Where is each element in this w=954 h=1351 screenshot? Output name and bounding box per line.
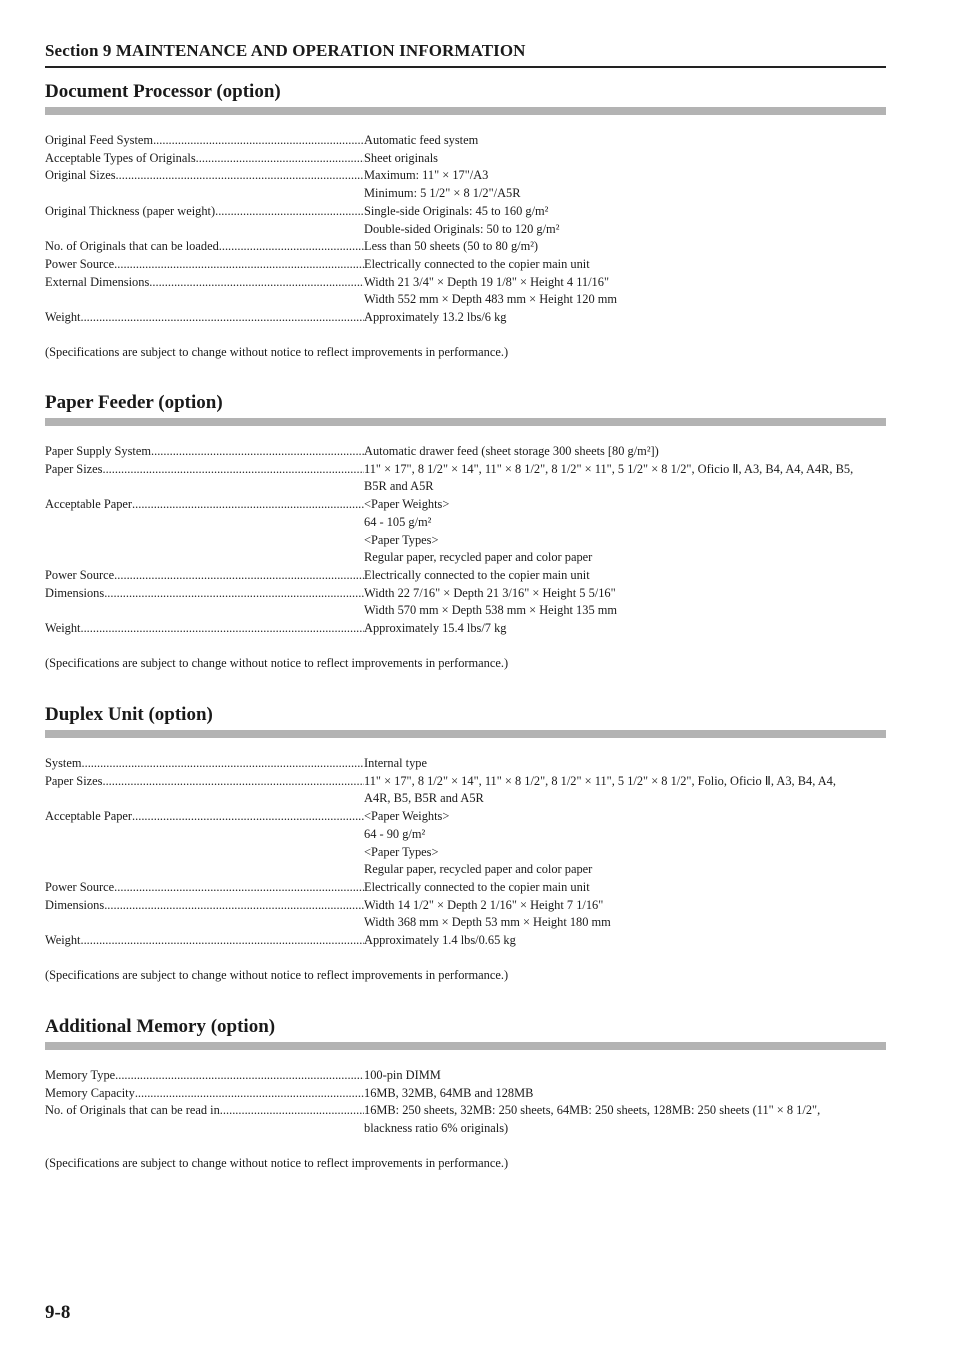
spec-value: Less than 50 sheets (50 to 80 g/m²) [364,239,539,254]
spec-value: Width 368 mm × Depth 53 mm × Height 180 mm [364,915,611,930]
leader-dots [80,932,364,950]
spec-value: Double-sided Originals: 50 to 120 g/m² [364,221,560,236]
spec-value: Single-side Originals: 45 to 160 g/m² [364,203,549,218]
spec-label: Dimensions [45,585,105,600]
section-header: Section 9 MAINTENANCE AND OPERATION INFORMATION [45,41,526,60]
spec-label: Original Sizes [45,168,116,183]
spec-row [45,238,886,256]
spec-label: Memory Type [45,1068,116,1082]
spec-table [45,132,886,327]
spec-value: 64 - 105 g/m² [364,514,432,529]
spec-row [45,496,886,567]
spec-label: No. of Originals that can be read in [45,1103,220,1118]
leader-dots [80,620,364,638]
leader-dots [104,897,364,915]
leader-dots [132,496,364,514]
spec-table [45,755,886,950]
spec-note: (Specifications are subject to change without notice to reflect improvements in performance.) [45,344,509,359]
spec-value: Approximately 1.4 lbs/0.65 kg [364,933,516,948]
spec-value: Width 22 7/16" × Depth 21 3/16" × Height 5 5/16" [364,585,616,600]
spec-label: Power Source [45,567,115,582]
spec-value: blackness ratio 6% originals) [364,1121,509,1136]
leader-dots [116,167,364,185]
spec-note: (Specifications are subject to change without notice to reflect improvements in performance.) [45,967,509,982]
title-bar [45,418,886,426]
spec-row [45,567,886,585]
spec-value: 100-pin DIMM [364,1068,441,1082]
spec-value: <Paper Weights> [364,809,450,824]
spec-note: (Specifications are subject to change without notice to reflect improvements in performance.) [45,1155,509,1170]
spec-row [45,274,886,309]
spec-value: 64 - 90 g/m² [364,826,426,841]
spec-label: Acceptable Paper [45,809,133,824]
leader-dots [104,585,364,603]
spec-row [45,167,886,202]
spec-value: Electrically connected to the copier main unit [364,879,590,894]
spec-row [45,620,886,638]
spec-row [45,132,886,150]
spec-value: Automatic drawer feed (sheet storage 300 sheets [80 g/m²]) [364,444,659,458]
spec-value: Width 14 1/2" × Depth 2 1/16" × Height 7 1/16" [364,897,604,912]
leader-dots [135,1085,364,1103]
spec-block-paper-feeder [45,391,886,672]
leader-dots [151,443,364,461]
leader-dots [220,1102,364,1120]
spec-value: <Paper Weights> [364,497,450,512]
spec-value: 16MB: 250 sheets, 32MB: 250 sheets, 64MB: 250 sheets, 128MB: 250 sheets (11" × 8 1/2", [364,1103,821,1118]
leader-dots [132,808,364,826]
spec-value: Approximately 13.2 lbs/6 kg [364,310,507,325]
spec-label: Paper Sizes [45,461,103,476]
leader-dots [114,256,364,274]
spec-row [45,932,886,950]
spec-row [45,1102,886,1137]
spec-value: 16MB, 32MB, 64MB and 128MB [364,1085,534,1100]
spec-value: 11" × 17", 8 1/2" × 14", 11" × 8 1/2", 8 1/2" × 11", 5 1/2" × 8 1/2", Folio, Oficio Ⅱ, A3, B4, A4, [364,773,836,788]
spec-value: Automatic feed system [364,133,479,147]
spec-label: Original Thickness (paper weight) [45,203,216,218]
spec-block-document-processor [45,80,886,361]
spec-value: Maximum: 11" × 17"/A3 [364,168,489,183]
spec-value: <Paper Types> [364,532,439,547]
spec-note: (Specifications are subject to change without notice to reflect improvements in performance.) [45,655,509,670]
spec-label: Original Feed System [45,133,154,147]
spec-value: Internal type [364,756,427,770]
spec-label: External Dimensions [45,274,150,289]
spec-row [45,808,886,879]
spec-table [45,1067,886,1138]
spec-row [45,773,886,808]
spec-value: Regular paper, recycled paper and color paper [364,862,593,877]
title-bar [45,107,886,115]
spec-row [45,150,886,168]
leader-dots [82,755,365,773]
spec-value: 11" × 17", 8 1/2" × 14", 11" × 8 1/2", 8 1/2" × 11", 5 1/2" × 8 1/2", Oficio Ⅱ, A3, B4, A4, A4R, B5, [364,461,854,476]
spec-label: Memory Capacity [45,1085,135,1100]
spec-label: Weight [45,310,81,325]
spec-row [45,461,886,496]
spec-row [45,1067,886,1085]
section-header-rule [45,66,886,68]
spec-row [45,256,886,274]
spec-value: Sheet originals [364,150,438,165]
spec-row [45,585,886,620]
spec-value: Minimum: 5 1/2" × 8 1/2"/A5R [364,186,521,201]
block-title: Additional Memory (option) [45,1016,276,1037]
spec-value: B5R and A5R [364,479,434,494]
leader-dots [102,461,364,479]
leader-dots [196,150,364,168]
spec-row [45,203,886,238]
leader-dots [102,773,364,791]
spec-label: Acceptable Types of Originals [45,150,196,165]
title-bar [45,1042,886,1050]
spec-block-additional-memory [45,1015,886,1173]
title-bar [45,730,886,738]
spec-label: Power Source [45,256,115,271]
spec-label: Power Source [45,879,115,894]
spec-label: System [45,756,82,770]
spec-label: Weight [45,621,81,636]
spec-block-duplex-unit [45,703,886,984]
leader-dots [215,203,364,221]
spec-row [45,1085,886,1103]
spec-value: Width 570 mm × Depth 538 mm × Height 135 mm [364,603,618,618]
block-title: Duplex Unit (option) [45,704,213,725]
spec-row [45,879,886,897]
spec-row [45,443,886,461]
spec-value: <Paper Types> [364,844,439,859]
leader-dots [114,879,364,897]
spec-label: Acceptable Paper [45,497,133,512]
spec-label: Paper Sizes [45,773,103,788]
spec-row [45,755,886,773]
spec-label: Weight [45,933,81,948]
leader-dots [149,274,364,292]
leader-dots [114,567,364,585]
spec-value: Regular paper, recycled paper and color paper [364,550,593,565]
leader-dots [219,238,364,256]
spec-value: Width 21 3/4" × Depth 19 1/8" × Height 4 11/16" [364,274,610,289]
spec-value: Approximately 15.4 lbs/7 kg [364,621,507,636]
spec-label: No. of Originals that can be loaded [45,239,219,254]
spec-value: Width 552 mm × Depth 483 mm × Height 120 mm [364,292,618,307]
spec-table [45,443,886,638]
page-number: 9-8 [45,1302,71,1323]
spec-value: Electrically connected to the copier main unit [364,256,590,271]
leader-dots [115,1067,364,1085]
spec-row [45,309,886,327]
spec-label: Dimensions [45,897,105,912]
spec-row [45,897,886,932]
spec-label: Paper Supply System [45,444,152,458]
block-title: Paper Feeder (option) [45,392,223,413]
leader-dots [153,132,364,150]
spec-value: Electrically connected to the copier main unit [364,567,590,582]
spec-value: A4R, B5, B5R and A5R [364,791,484,806]
block-title: Document Processor (option) [45,81,281,102]
leader-dots [80,309,364,327]
